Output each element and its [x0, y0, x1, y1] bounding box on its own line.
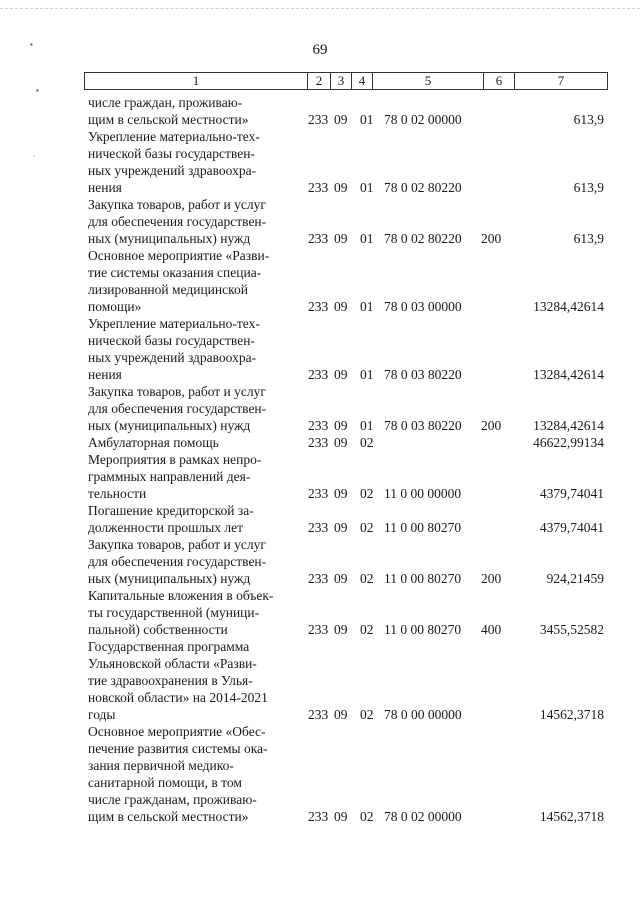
- cell-c3: 09: [334, 622, 348, 637]
- cell-c2: 233: [308, 707, 329, 722]
- table-header: [84, 72, 608, 90]
- header-col-3: 3: [331, 73, 352, 89]
- cell-c7: 14562,3718: [539, 809, 604, 824]
- cell-c5: 11 0 00 80270: [384, 622, 462, 637]
- cell-c4: 02: [360, 707, 374, 722]
- cell-c4: 01: [360, 367, 374, 382]
- cell-c5: 11 0 00 80270: [384, 520, 462, 535]
- cell-c3: 09: [334, 112, 348, 127]
- row-name: Укрепление материально-тех- нической базы государствен- ных учреждений здравоохра- нения: [88, 129, 260, 195]
- cell-c4: 02: [360, 435, 374, 450]
- cell-c3: 09: [334, 809, 348, 824]
- header-col-5: 5: [373, 73, 484, 89]
- cell-c7: 613,9: [573, 231, 604, 246]
- cell-c5: 78 0 02 00000: [384, 112, 462, 127]
- cell-c2: 233: [308, 571, 329, 586]
- cell-c2: 233: [308, 367, 329, 382]
- header-col-7: 7: [557, 73, 565, 88]
- table-row: [88, 128, 608, 196]
- row-name: Закупка товаров, работ и услуг для обеспечения государствен- ных (муниципальных) нужд: [88, 197, 267, 246]
- budget-table: [88, 94, 608, 825]
- table-row: [88, 451, 608, 502]
- cell-c7: 13284,42614: [533, 299, 604, 314]
- cell-c7: 924,21459: [546, 571, 604, 586]
- table-row: [88, 587, 608, 638]
- cell-c7: 13284,42614: [533, 418, 604, 433]
- cell-c5: 11 0 00 80270: [384, 571, 462, 586]
- cell-c5: 78 0 03 80220: [384, 418, 462, 433]
- cell-c2: 233: [308, 809, 329, 824]
- cell-c7: 613,9: [573, 112, 604, 127]
- table-row: [88, 434, 608, 451]
- cell-c7: 46622,99134: [533, 435, 604, 450]
- cell-c4: 02: [360, 571, 374, 586]
- row-name: Укрепление материально-тех- нической базы государствен- ных учреждений здравоохра- нения: [88, 316, 260, 382]
- cell-c2: 233: [308, 622, 329, 637]
- header-col-2: 2: [308, 73, 331, 89]
- cell-c2: 233: [308, 112, 329, 127]
- scan-mark: ·: [33, 152, 36, 161]
- row-name: Закупка товаров, работ и услуг для обеспечения государствен- ных (муниципальных) нужд: [88, 537, 267, 586]
- header-col-6: 6: [484, 73, 515, 89]
- cell-c2: 233: [308, 299, 329, 314]
- cell-c3: 09: [334, 299, 348, 314]
- cell-c6: 200: [481, 418, 502, 433]
- cell-c2: 233: [308, 486, 329, 501]
- cell-c7: 4379,74041: [539, 520, 604, 535]
- cell-c7: 14562,3718: [539, 707, 604, 722]
- row-name: Мероприятия в рамках непро- граммных направлений дея- тельности: [88, 452, 262, 501]
- cell-c4: 01: [360, 180, 374, 195]
- cell-c4: 02: [360, 809, 374, 824]
- cell-c5: 78 0 03 00000: [384, 299, 462, 314]
- cell-c2: 233: [308, 231, 329, 246]
- scan-mark: ▪: [36, 86, 39, 95]
- cell-c3: 09: [334, 435, 348, 450]
- cell-c5: 78 0 02 80220: [384, 231, 462, 246]
- row-name: Амбулаторная помощь: [88, 435, 219, 450]
- cell-c6: 400: [481, 622, 502, 637]
- cell-c5: 78 0 00 00000: [384, 707, 462, 722]
- header-col-4: 4: [352, 73, 373, 89]
- table-row: [88, 536, 608, 587]
- cell-c4: 02: [360, 486, 374, 501]
- cell-c3: 09: [334, 486, 348, 501]
- row-name: числе граждан, проживаю- щим в сельской местности»: [88, 95, 249, 127]
- cell-c3: 09: [334, 231, 348, 246]
- cell-c6: 200: [481, 231, 502, 246]
- cell-c5: 11 0 00 00000: [384, 486, 462, 501]
- table-row: [88, 502, 608, 536]
- row-name: Основное мероприятие «Обес- печение развития системы ока- зания первичной медико- санитарной помощи, в том числе гражданам, проживаю- щим в сельской местности»: [88, 724, 268, 824]
- scan-mark: ▪: [30, 40, 33, 49]
- cell-c7: 13284,42614: [533, 367, 604, 382]
- cell-c2: 233: [308, 520, 329, 535]
- cell-c7: 4379,74041: [539, 486, 604, 501]
- cell-c4: 01: [360, 112, 374, 127]
- cell-c3: 09: [334, 180, 348, 195]
- table-row: [88, 383, 608, 434]
- cell-c6: 200: [481, 571, 502, 586]
- page-number: 69: [312, 42, 328, 58]
- scan-edge-top: [0, 8, 640, 9]
- cell-c2: 233: [308, 418, 329, 433]
- cell-c5: 78 0 02 00000: [384, 809, 462, 824]
- table-row: [88, 315, 608, 383]
- row-name: Основное мероприятие «Разви- тие системы оказания специа- лизированной медицинской помощи»: [88, 248, 270, 314]
- row-name: Закупка товаров, работ и услуг для обеспечения государствен- ных (муниципальных) нужд: [88, 384, 267, 433]
- table-row: [88, 196, 608, 247]
- row-name: Капитальные вложения в объек- ты государственной (муници- пальной) собственности: [88, 588, 274, 637]
- cell-c3: 09: [334, 367, 348, 382]
- cell-c3: 09: [334, 571, 348, 586]
- cell-c4: 01: [360, 231, 374, 246]
- row-name: Погашение кредиторской за- долженности прошлых лет: [88, 503, 254, 535]
- cell-c5: 78 0 03 80220: [384, 367, 462, 382]
- table-row: [88, 638, 608, 723]
- cell-c7: 3455,52582: [539, 622, 604, 637]
- cell-c4: 01: [360, 418, 374, 433]
- header-col-1: 1: [85, 73, 308, 89]
- cell-c3: 09: [334, 707, 348, 722]
- row-name: Государственная программа Ульяновской области «Разви- тие здравоохранения в Улья- новской области» на 2014-2021 годы: [88, 639, 268, 722]
- cell-c2: 233: [308, 435, 329, 450]
- table-row: [88, 247, 608, 315]
- table-row: [88, 723, 608, 825]
- table-row: [88, 94, 608, 128]
- cell-c4: 02: [360, 520, 374, 535]
- cell-c5: 78 0 02 80220: [384, 180, 462, 195]
- cell-c4: 01: [360, 299, 374, 314]
- cell-c7: 613,9: [573, 180, 604, 195]
- cell-c2: 233: [308, 180, 329, 195]
- cell-c4: 02: [360, 622, 374, 637]
- cell-c3: 09: [334, 418, 348, 433]
- cell-c3: 09: [334, 520, 348, 535]
